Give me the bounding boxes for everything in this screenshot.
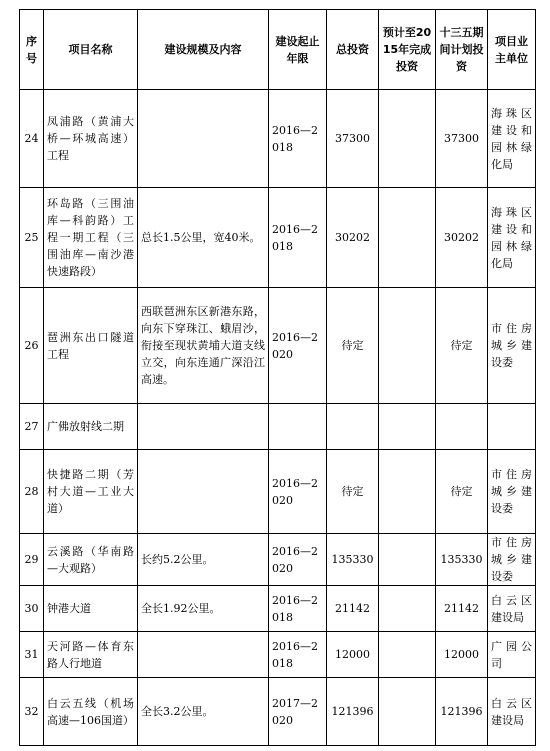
cell-seq: 26 — [20, 288, 44, 404]
cell-total: 121396 — [327, 678, 379, 746]
cell-seq: 25 — [20, 188, 44, 288]
cell-name: 琶洲东出口隧道工程 — [44, 288, 138, 404]
cell-plan: 12000 — [436, 632, 488, 678]
table-row — [20, 288, 536, 404]
cell-owner: 白云区建设局 — [488, 586, 536, 632]
cell-name: 白云五线（机场高速—106国道） — [44, 678, 138, 746]
cell-scope: 全长1.92公里。 — [138, 586, 269, 632]
cell-seq: 31 — [20, 632, 44, 678]
cell-owner: 市住房城乡建设委 — [488, 534, 536, 586]
cell-plan: 135330 — [436, 534, 488, 586]
cell-seq: 24 — [20, 90, 44, 188]
cell-owner: 白云区建设局 — [488, 678, 536, 746]
cell-name: 凤浦路（黄浦大桥—环城高速）工程 — [44, 90, 138, 188]
header-owner: 项目业主单位 — [488, 10, 536, 90]
cell-plan: 30202 — [436, 188, 488, 288]
cell-by2015 — [379, 534, 436, 586]
cell-owner: 海珠区建设和园林绿化局 — [488, 188, 536, 288]
cell-by2015 — [379, 288, 436, 404]
header-period: 建设起止年限 — [269, 10, 327, 90]
cell-plan: 121396 — [436, 678, 488, 746]
cell-total: 37300 — [327, 90, 379, 188]
cell-period: 2016—2018 — [269, 586, 327, 632]
table-row — [20, 586, 536, 632]
cell-plan: 37300 — [436, 90, 488, 188]
cell-period: 2016—2018 — [269, 632, 327, 678]
cell-scope: 全长3.2公里。 — [138, 678, 269, 746]
table-row — [20, 404, 536, 450]
cell-owner: 市住房城乡建设委 — [488, 288, 536, 404]
cell-seq: 32 — [20, 678, 44, 746]
cell-period: 2016—2020 — [269, 288, 327, 404]
cell-name: 广佛放射线二期 — [44, 404, 138, 450]
cell-owner: 海珠区建设和园林绿化局 — [488, 90, 536, 188]
cell-scope: 西联琶洲东区新港东路，向东下穿珠江、蛾眉沙，衔接至现状黄埔大道支线立交，向东连通广深沿江高速。 — [138, 288, 269, 404]
cell-total: 待定 — [327, 450, 379, 534]
header-name: 项目名称 — [44, 10, 138, 90]
cell-name: 云溪路（华南路—大观路） — [44, 534, 138, 586]
cell-owner: 广园公司 — [488, 632, 536, 678]
header-by2015: 预计至2015年完成投资 — [379, 10, 436, 90]
table-row — [20, 450, 536, 534]
header-plan: 十三五期间计划投资 — [436, 10, 488, 90]
cell-seq: 27 — [20, 404, 44, 450]
cell-period: 2017—2020 — [269, 678, 327, 746]
cell-name: 环岛路（三围油库—科韵路）工程一期工程（三围油库—南沙港快速路段） — [44, 188, 138, 288]
cell-plan — [436, 404, 488, 450]
cell-period — [269, 404, 327, 450]
cell-owner — [488, 404, 536, 450]
cell-period: 2016—2020 — [269, 534, 327, 586]
cell-scope: 总长1.5公里，宽40米。 — [138, 188, 269, 288]
cell-name: 天河路—体育东路人行地道 — [44, 632, 138, 678]
project-table — [19, 9, 536, 746]
table-row — [20, 534, 536, 586]
cell-seq: 29 — [20, 534, 44, 586]
cell-plan: 待定 — [436, 288, 488, 404]
cell-name: 快捷路二期（芳村大道—工业大道） — [44, 450, 138, 534]
table-row — [20, 188, 536, 288]
cell-scope — [138, 632, 269, 678]
header-row — [20, 10, 536, 90]
cell-scope — [138, 404, 269, 450]
cell-plan: 21142 — [436, 586, 488, 632]
table-row — [20, 632, 536, 678]
cell-scope: 长约5.2公里。 — [138, 534, 269, 586]
cell-by2015 — [379, 90, 436, 188]
cell-by2015 — [379, 586, 436, 632]
cell-by2015 — [379, 188, 436, 288]
cell-total — [327, 404, 379, 450]
cell-period: 2016—2018 — [269, 90, 327, 188]
cell-by2015 — [379, 404, 436, 450]
cell-by2015 — [379, 632, 436, 678]
cell-total: 30202 — [327, 188, 379, 288]
cell-owner: 市住房城乡建设委 — [488, 450, 536, 534]
cell-period: 2016—2020 — [269, 450, 327, 534]
cell-period: 2016—2018 — [269, 188, 327, 288]
cell-total: 待定 — [327, 288, 379, 404]
table-row — [20, 678, 536, 746]
header-total: 总投资 — [327, 10, 379, 90]
cell-scope — [138, 450, 269, 534]
cell-name: 钟港大道 — [44, 586, 138, 632]
cell-total: 135330 — [327, 534, 379, 586]
cell-plan: 待定 — [436, 450, 488, 534]
cell-total: 21142 — [327, 586, 379, 632]
header-scope: 建设规模及内容 — [138, 10, 269, 90]
cell-by2015 — [379, 450, 436, 534]
cell-total: 12000 — [327, 632, 379, 678]
cell-by2015 — [379, 678, 436, 746]
cell-seq: 30 — [20, 586, 44, 632]
cell-seq: 28 — [20, 450, 44, 534]
header-seq: 序号 — [20, 10, 44, 90]
cell-scope — [138, 90, 269, 188]
table-row — [20, 90, 536, 188]
